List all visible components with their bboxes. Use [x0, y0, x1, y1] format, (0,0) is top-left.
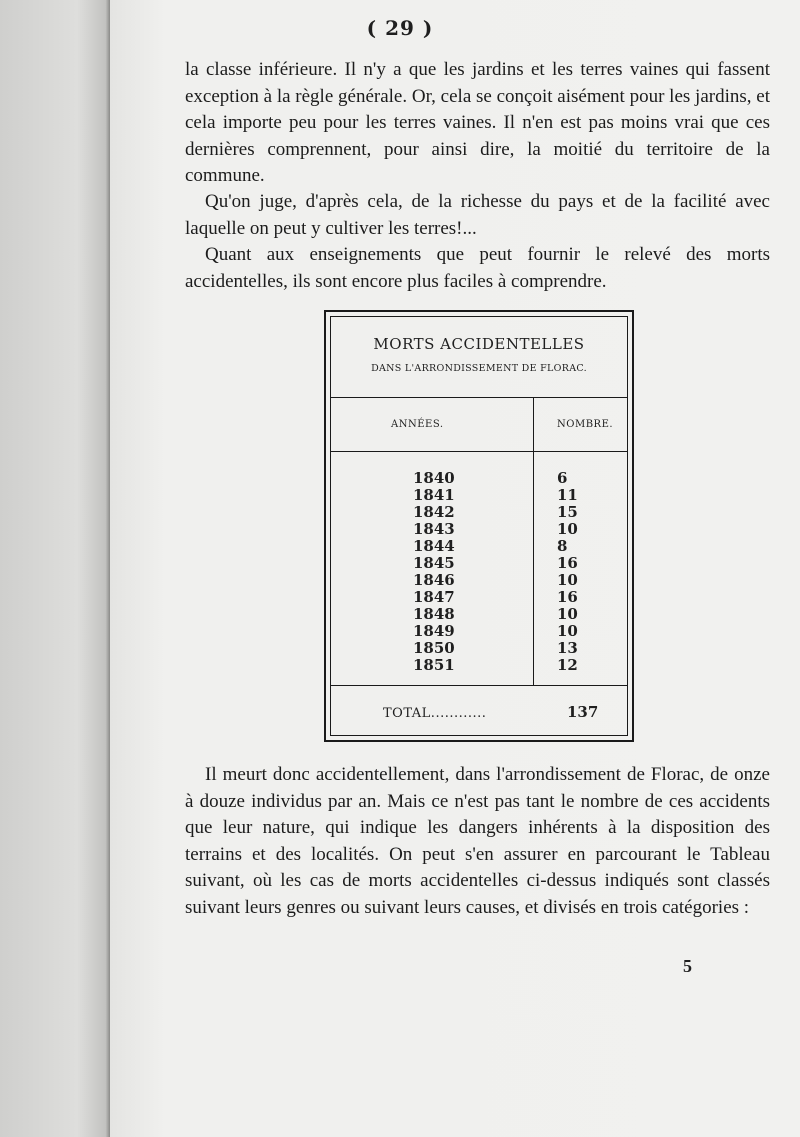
row-count: 6 — [557, 469, 568, 487]
table-column-divider — [533, 397, 534, 451]
column-header-count: NOMBRE. — [557, 419, 614, 430]
row-year: 1850 — [413, 639, 455, 657]
row-year: 1851 — [413, 656, 455, 674]
row-count: 13 — [557, 639, 578, 657]
row-year: 1845 — [413, 554, 455, 572]
row-count: 10 — [557, 571, 578, 589]
table-row — [331, 469, 627, 486]
table-subtitle: DANS L'ARRONDISSEMENT DE FLORAC. — [371, 363, 587, 374]
table-title: MORTS ACCIDENTELLES — [373, 335, 585, 353]
table-rule — [331, 397, 627, 398]
row-count: 16 — [557, 554, 578, 572]
table-row — [331, 571, 627, 588]
accidental-deaths-table — [324, 310, 634, 742]
row-count: 8 — [557, 537, 568, 555]
binding-gutter — [0, 0, 110, 1137]
row-year: 1844 — [413, 537, 455, 555]
row-year: 1847 — [413, 588, 455, 606]
table-row — [331, 554, 627, 571]
signature-mark: 5 — [683, 956, 692, 976]
row-count: 11 — [557, 486, 578, 504]
table-row — [331, 656, 627, 673]
table-row — [331, 639, 627, 656]
table-row — [331, 605, 627, 622]
total-label: TOTAL............ — [383, 706, 487, 721]
row-count: 10 — [557, 605, 578, 623]
table-row — [331, 588, 627, 605]
page-number: ( 29 ) — [366, 16, 434, 40]
row-count: 15 — [557, 503, 578, 521]
table-row — [331, 537, 627, 554]
table-row — [331, 503, 627, 520]
row-year: 1841 — [413, 486, 455, 504]
table-body — [331, 469, 627, 673]
paragraph-2: Qu'on juge, d'après cela, de la richesse du pays et de la facilité avec laquelle on peut y cultiver les terres!... — [185, 191, 770, 239]
paragraph-4: Il meurt donc accidentellement, dans l'arrondissement de Florac, de onze à douze individus par an. Mais ce n'est pas tant le nombre de ces accidents que leur nature, qui indique les dangers inhérents à la disposition des terrains et des localités. On peut s'en assurer en parcourant le Tableau suivant, où les cas de morts accidentelles ci-dessus indiqués sont classés suivant leurs genres ou suivant leurs causes, et divisés en trois catégories : — [185, 764, 770, 918]
row-year: 1848 — [413, 605, 455, 623]
table-rule — [331, 451, 627, 452]
total-value: 137 — [567, 703, 599, 721]
row-year: 1842 — [413, 503, 455, 521]
row-year: 1849 — [413, 622, 455, 640]
table-row — [331, 520, 627, 537]
paragraph-1: la classe inférieure. Il n'y a que les jardins et les terres vaines qui fassent exception à la règle générale. Or, cela se conçoit aisément pour les jardins, et cela importe peu pour les terres vaines. Il n'en est pas moins vrai que ces dernières comprennent, pour ainsi dire, la moitié du territoire de la commune. — [185, 59, 770, 186]
column-header-years: ANNÉES. — [391, 419, 444, 430]
paragraph-3: Quant aux enseignements que peut fournir le relevé des morts accidentelles, ils sont encore plus faciles à comprendre. — [185, 244, 770, 292]
row-count: 10 — [557, 520, 578, 538]
table-row — [331, 486, 627, 503]
table-rule — [331, 685, 627, 686]
row-year: 1846 — [413, 571, 455, 589]
row-count: 16 — [557, 588, 578, 606]
row-count: 12 — [557, 656, 578, 674]
row-year: 1843 — [413, 520, 455, 538]
row-year: 1840 — [413, 469, 455, 487]
table-inner-frame — [330, 316, 628, 736]
row-count: 10 — [557, 622, 578, 640]
table-row — [331, 622, 627, 639]
